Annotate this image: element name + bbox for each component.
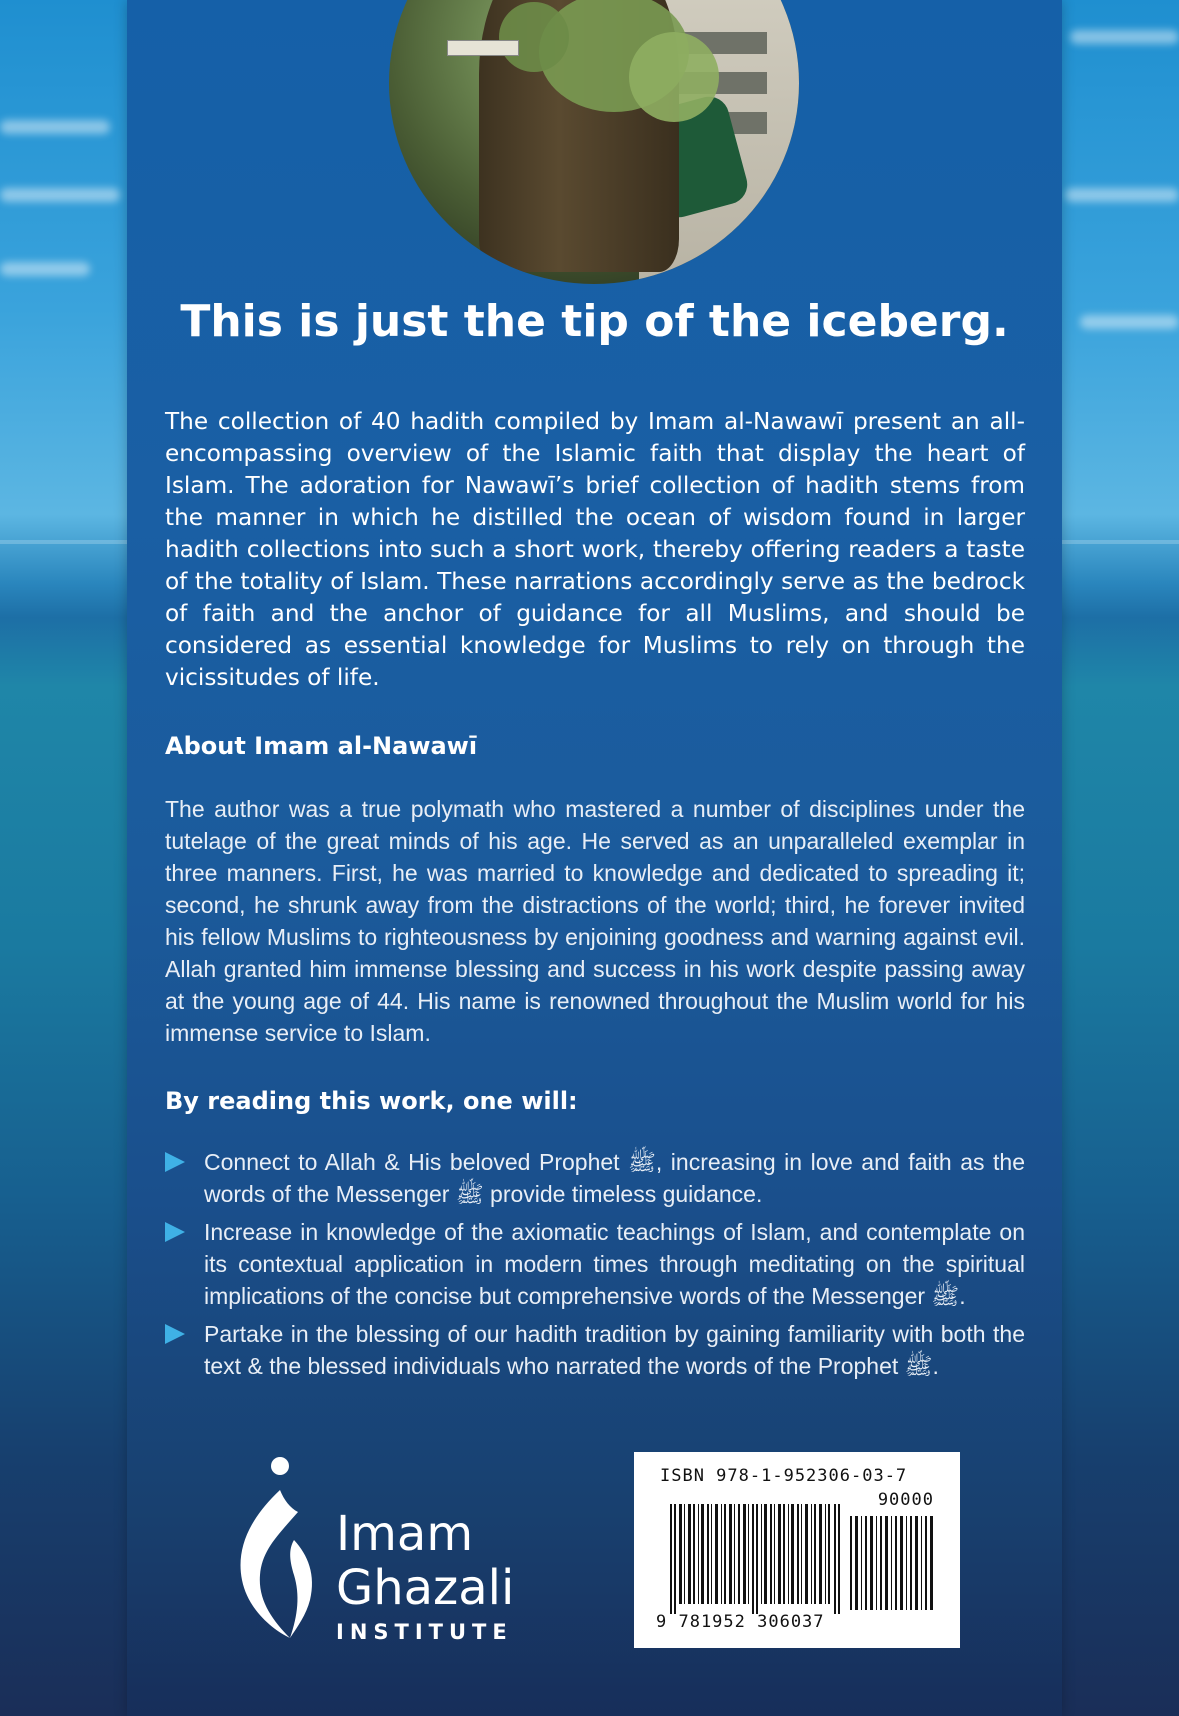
sky-cloud <box>0 120 110 134</box>
benefits-heading: By reading this work, one will: <box>165 1087 578 1115</box>
sky-cloud <box>1080 315 1179 329</box>
publisher-name-line3: INSTITUTE <box>336 1620 513 1644</box>
bullet-arrow-icon <box>165 1324 185 1344</box>
intro-paragraph: The collection of 40 hadith compiled by Imam al-Nawawī present an all-encompassing overview of the Islamic faith that display the heart of Islam. The adoration for Nawawī’s brief collection of hadith stems from the manner in which he distilled the ocean of wisdom found in larger hadith collections into such a short work, thereby offering readers a taste of the totality of Islam. These narrations accordingly serve as the bedrock of faith and the anchor of guidance for all Muslims, and should be considered as essential knowledge for Muslims to rely on through the vicissitudes of life. <box>165 408 1025 691</box>
benefit-text: Partake in the blessing of our hadith tradition by gaining familiarity with both the text & the blessed individuals who narrated the words of the Prophet ﷺ. <box>204 1321 1025 1379</box>
publisher-name-line2: Ghazali <box>336 1560 515 1616</box>
list-item <box>165 1216 1025 1312</box>
list-item <box>165 1318 1025 1382</box>
isbn-label: ISBN 978-1-952306-03-7 <box>660 1466 908 1486</box>
publisher-logo-icon <box>228 1450 323 1640</box>
list-item <box>165 1146 1025 1210</box>
about-heading: About Imam al-Nawawī <box>165 732 478 760</box>
about-paragraph: The author was a true polymath who mastered a number of disciplines under the tutelage of the great minds of his age. He served as an unparalleled exemplar in three manners. First, he was married to knowledge and dedicated to spreading it; second, he shrunk away from the distractions of the world; third, he forever invited his fellow Muslims to righteousness by enjoining goodness and warning against evil. Allah granted him immense blessing and success in his work despite passing away at the young age of 44. His name is renowned throughout the Muslim world for his immense service to Islam. <box>165 796 1025 1046</box>
price-barcode-icon <box>850 1516 934 1610</box>
headline: This is just the tip of the iceberg. <box>180 296 1009 347</box>
benefit-text: Connect to Allah & His beloved Prophet ﷺ, increasing in love and faith as the words of the Messenger ﷺ provide timeless guidance. <box>204 1149 1026 1207</box>
photo-leaves <box>629 32 719 122</box>
sky-cloud <box>1070 30 1179 44</box>
bullet-arrow-icon <box>165 1222 185 1242</box>
benefits-list <box>165 1146 1025 1388</box>
isbn-barcode <box>634 1452 960 1648</box>
bullet-arrow-icon <box>165 1152 185 1172</box>
sky-cloud <box>0 262 90 276</box>
benefit-text: Increase in knowledge of the axiomatic teachings of Islam, and contemplate on its contextual application in modern times through meditating on the spiritual implications of the concise but comprehensive words of the Messenger ﷺ. <box>204 1219 1025 1309</box>
barcode-icon <box>670 1496 846 1614</box>
sky-cloud <box>1065 188 1179 202</box>
publisher-logo <box>228 1450 548 1644</box>
publisher-name-line1: Imam <box>336 1506 474 1562</box>
sky-cloud <box>0 188 120 202</box>
photo-leaves <box>499 2 569 72</box>
barcode-number: 9 781952 306037 <box>656 1612 825 1632</box>
photo-sign <box>447 40 519 56</box>
price-code: 90000 <box>877 1490 934 1510</box>
